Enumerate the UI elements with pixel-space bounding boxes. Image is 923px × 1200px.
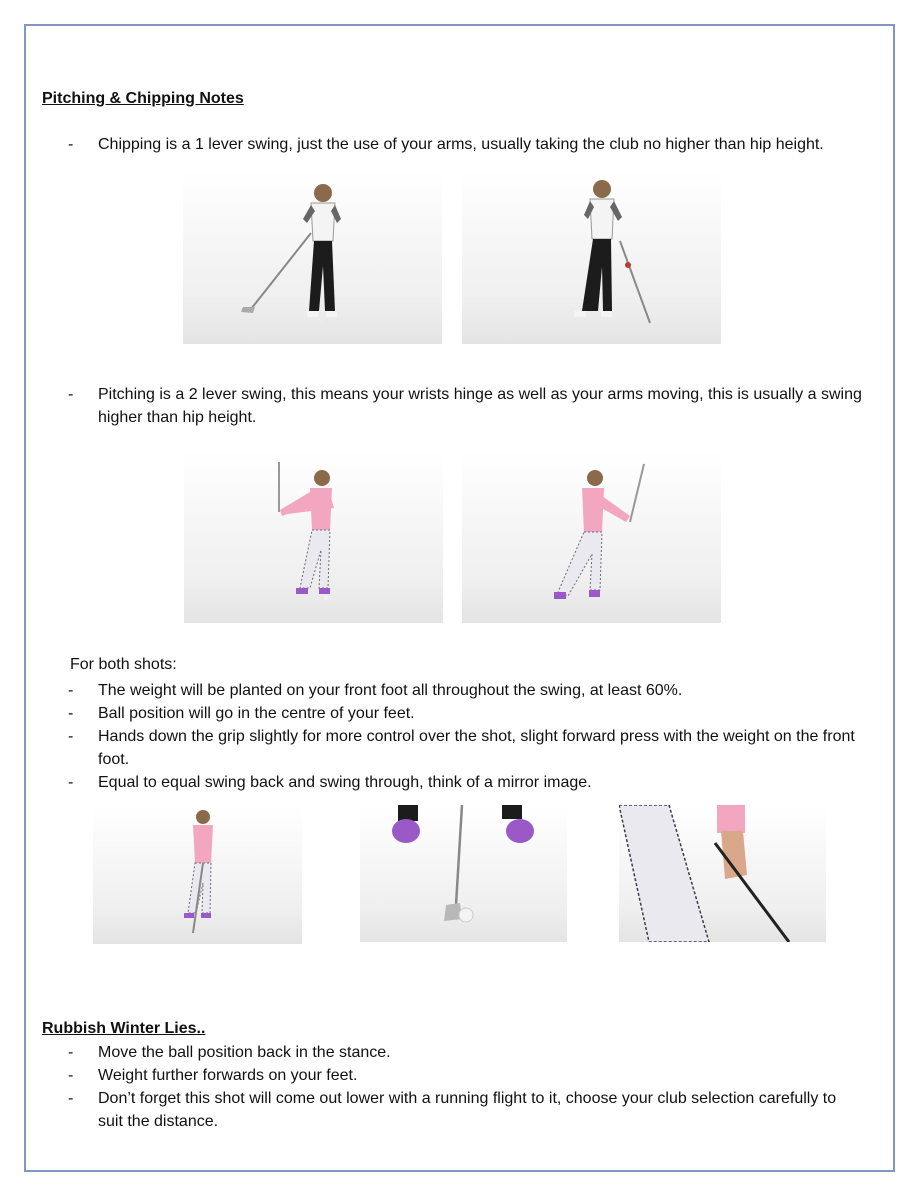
bullet-dash: -	[68, 705, 74, 722]
both-item	[68, 725, 888, 771]
both-item-text: The weight will be planted on your front foot all throughout the swing, at least 60%.	[98, 682, 683, 699]
bullet-dash: -	[68, 774, 74, 791]
winter-item	[68, 1087, 888, 1133]
bullet-dash: -	[68, 136, 74, 153]
winter-item	[68, 1064, 888, 1087]
ball-position-photo	[360, 805, 567, 942]
chipping-text: Chipping is a 1 lever swing, just the use of your arms, usually taking the club no higher than hip height.	[98, 136, 824, 153]
bullet-dash: -	[68, 682, 74, 699]
page-border	[24, 24, 895, 1172]
winter-item-text: Move the ball position back in the stance.	[98, 1044, 391, 1061]
both-shots-intro: For both shots:	[70, 656, 177, 673]
pitching-bullet	[68, 383, 888, 429]
both-item	[68, 771, 888, 794]
setup-full-photo	[93, 805, 302, 944]
winter-item-text: Weight further forwards on your feet.	[98, 1067, 358, 1084]
winter-item-text: Don’t forget this shot will come out lower with a running flight to it, choose your club selection carefully to suit the distance.	[98, 1090, 837, 1130]
pitching-followthrough-photo	[462, 450, 721, 623]
both-item-text: Hands down the grip slightly for more control over the shot, slight forward press with the weight on the front foot.	[98, 728, 855, 768]
chipping-address-photo	[183, 171, 442, 344]
chipping-through-photo	[462, 171, 721, 344]
both-item	[68, 679, 888, 702]
bullet-dash: -	[68, 1067, 74, 1084]
pitching-chipping-heading: Pitching & Chipping Notes	[42, 90, 244, 107]
bullet-dash: -	[68, 1044, 74, 1061]
winter-item	[68, 1041, 888, 1064]
pitching-text: Pitching is a 2 lever swing, this means your wrists hinge as well as your arms moving, this is usually a swing higher than hip height.	[98, 386, 862, 426]
bullet-dash: -	[68, 728, 74, 745]
both-item	[68, 702, 888, 725]
winter-lies-heading: Rubbish Winter Lies..	[42, 1020, 206, 1037]
pitching-backswing-photo	[184, 450, 443, 623]
hands-grip-photo	[619, 805, 826, 942]
both-item-text: Ball position will go in the centre of your feet.	[98, 705, 415, 722]
bullet-dash: -	[68, 386, 74, 403]
both-item-text: Equal to equal swing back and swing through, think of a mirror image.	[98, 774, 592, 791]
bullet-dash: -	[68, 1090, 74, 1107]
